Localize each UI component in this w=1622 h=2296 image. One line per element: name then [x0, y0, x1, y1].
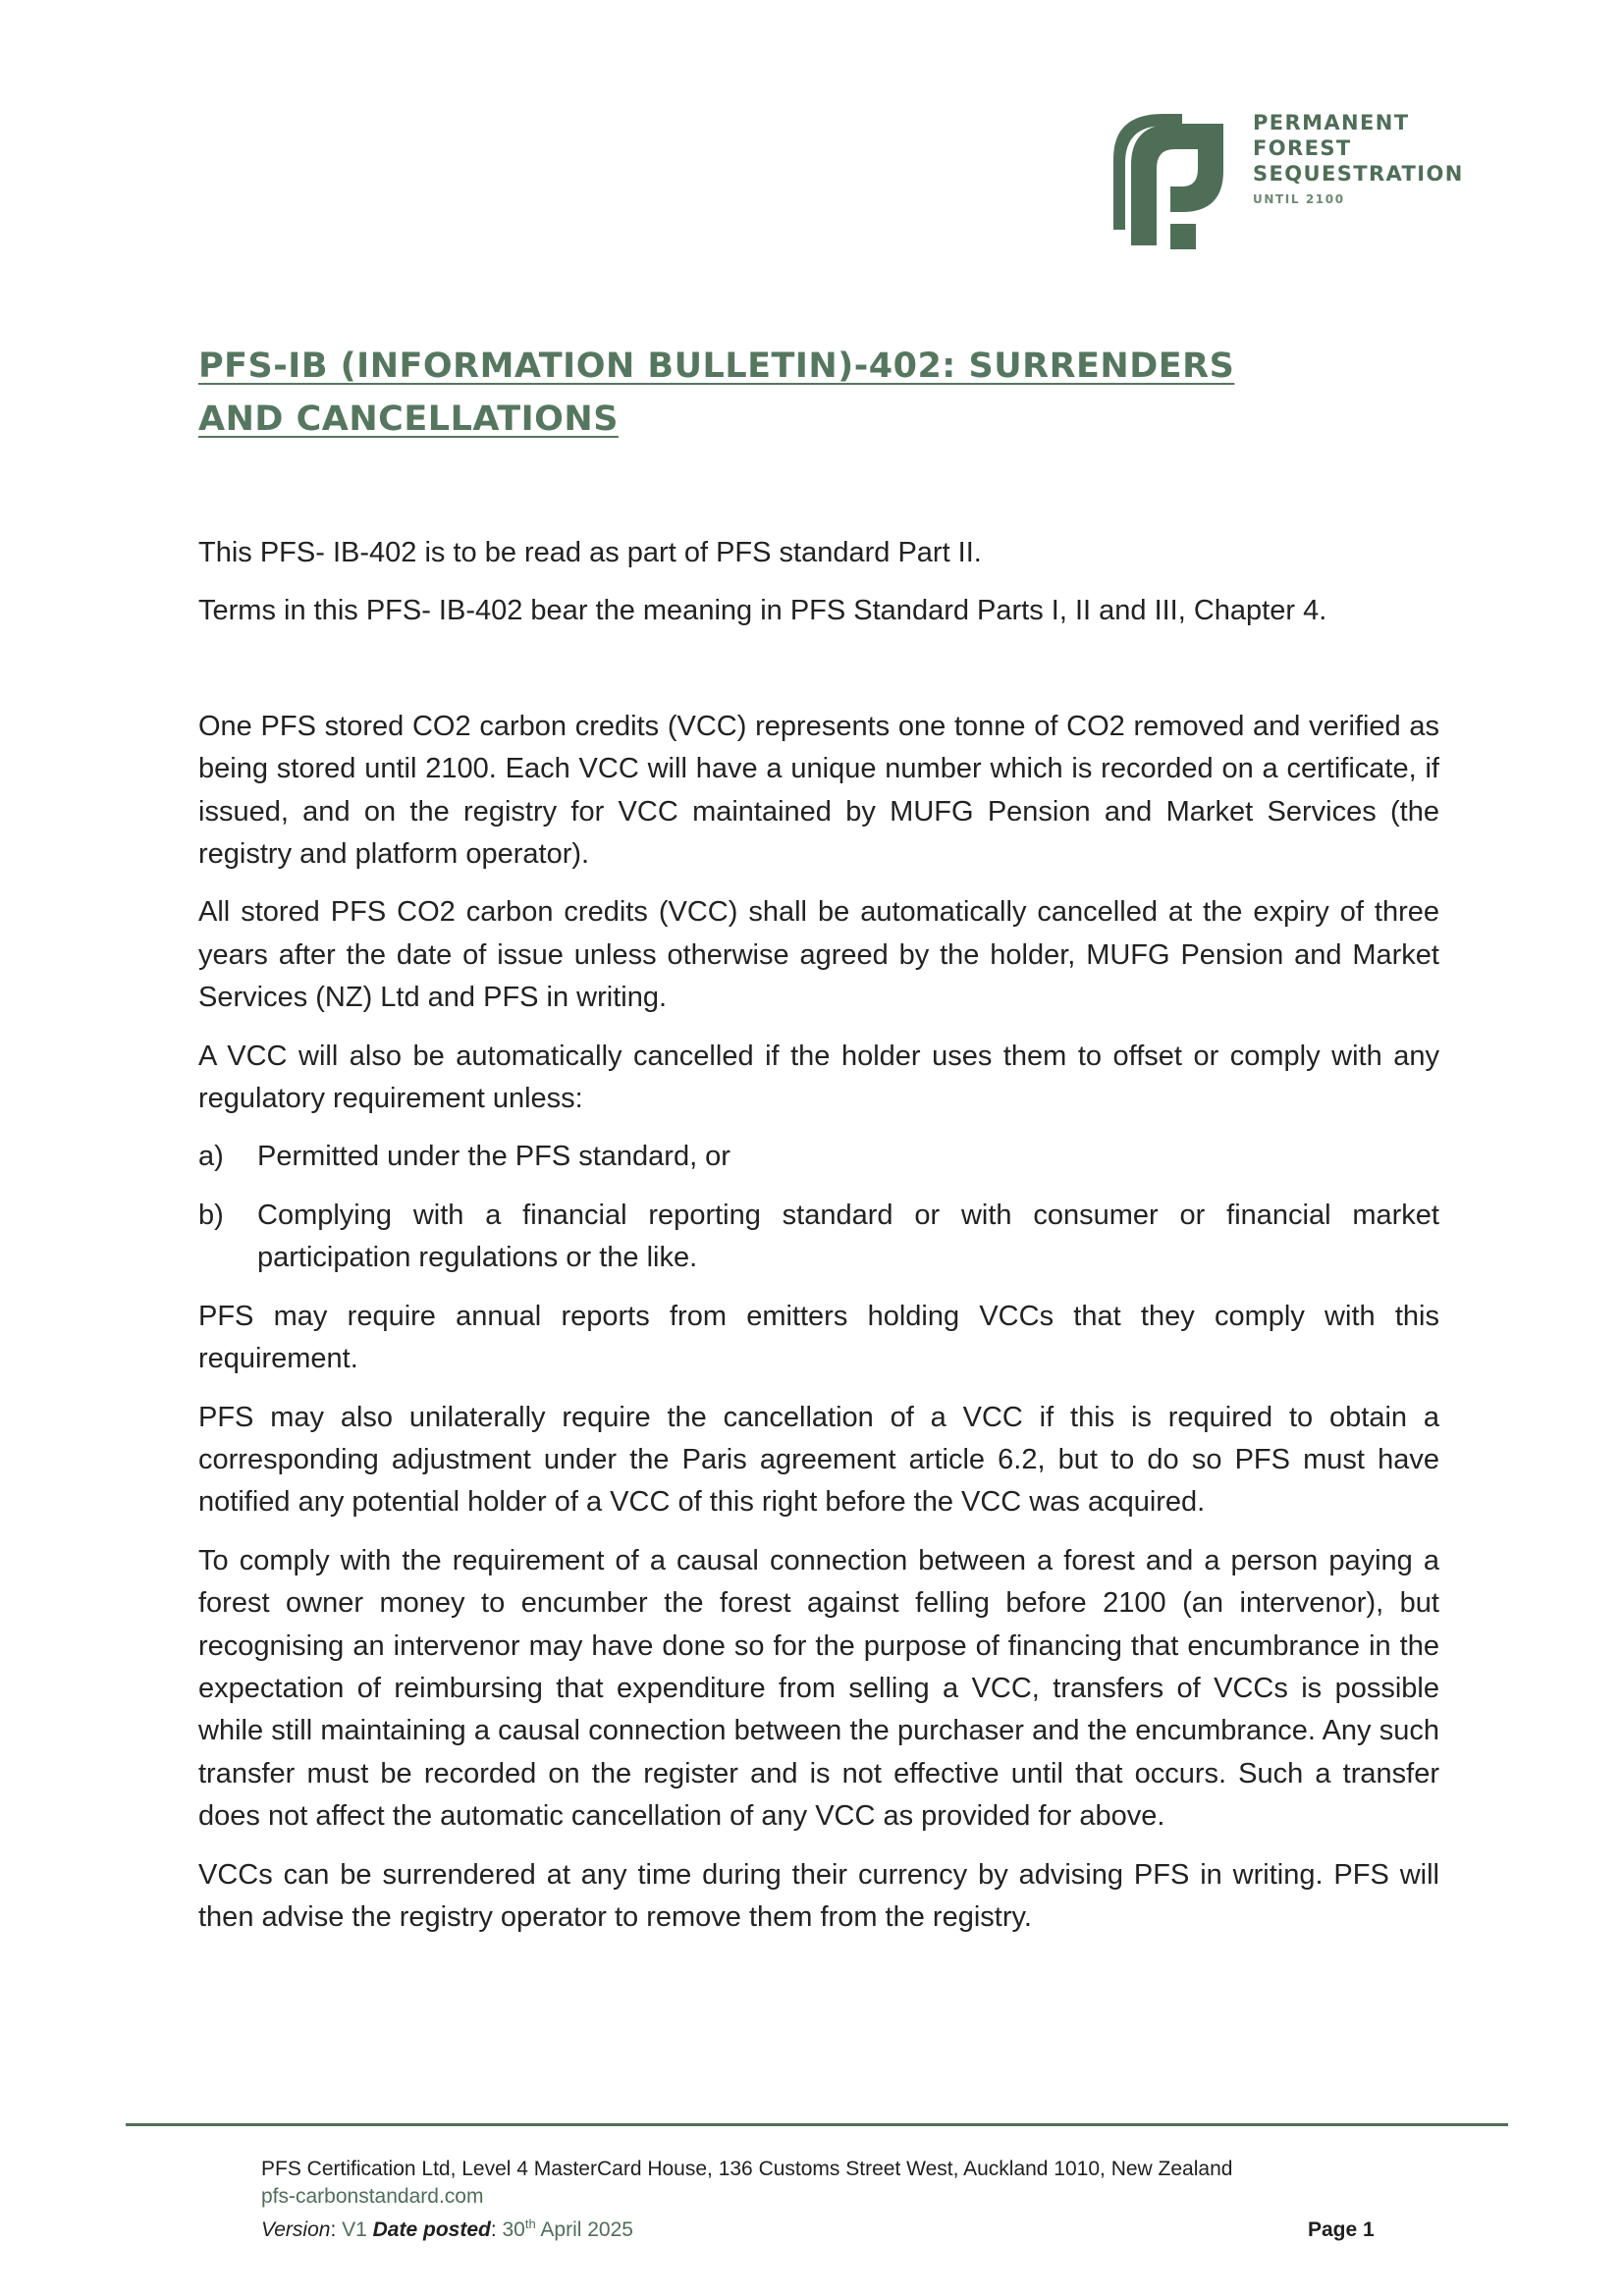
list-item [198, 1136, 1439, 1178]
list-marker: a) [198, 1141, 224, 1173]
logo-line-2: FOREST [1253, 136, 1352, 160]
list-marker: b) [198, 1199, 224, 1231]
logo-wordmark [1253, 110, 1464, 206]
date-rest: April 2025 [540, 2218, 633, 2241]
paragraph-read-as-part: This PFS- IB-402 is to be read as part of PFS standard Part II. [198, 537, 982, 568]
paragraph-offset-cancellation: A VCC will also be automatically cancelled if the holder uses them to offset or comply with any regulatory requirement unless: [198, 1040, 1439, 1115]
list-item [198, 1195, 1439, 1280]
logo-tagline: UNTIL 2100 [1253, 192, 1345, 206]
pfs-logo [1113, 110, 1506, 257]
footer-address: PFS Certification Ltd, Level 4 MasterCard House, 136 Customs Street West, Auckland 1010, New Zealand [261, 2158, 1233, 2180]
page-number: Page 1 [1308, 2218, 1375, 2241]
paragraph-vcc-definition: One PFS stored CO2 carbon credits (VCC) represents one tonne of CO2 removed and verified as being stored until 2100. Each VCC will have a unique number which is recorded on a certificate, if issued, and on the registry for VCC maintained by MUFG Pension and Market Services (the registry and platform operator). [198, 710, 1439, 871]
paragraph-paris-agreement: PFS may also unilaterally require the cancellation of a VCC if this is required to obtain a corresponding adjustment under the Paris agreement article 6.2, but to do so PFS must have notified any potential holder of a VCC of this right before the VCC was acquired. [198, 1401, 1439, 1519]
paragraph-terms: Terms in this PFS- IB-402 bear the meaning in PFS Standard Parts I, II and III, Chapter 4. [198, 595, 1327, 627]
pfs-leaf-mark-icon [1113, 114, 1235, 251]
list-item-text: Complying with a financial reporting standard or with consumer or financial market participation regulations or the like. [257, 1199, 1439, 1274]
page-footer [261, 2156, 1232, 2244]
footer-version-line: Version: V1 Date posted: 30th April 2025 [261, 2216, 633, 2241]
date-label: Date posted [372, 2218, 491, 2241]
document-body [198, 532, 1439, 1954]
date-suffix: th [524, 2216, 536, 2231]
document-title: PFS-IB (INFORMATION BULLETIN)-402: SURRENDERS AND CANCELLATIONS [198, 347, 1235, 439]
version-value: V1 [342, 2218, 367, 2241]
paragraph-automatic-cancellation: All stored PFS CO2 carbon credits (VCC) shall be automatically cancelled at the expiry of three years after the date of issue unless otherwise agreed by the holder, MUFG Pension and Market Services (NZ) Ltd and PFS in writing. [198, 896, 1439, 1014]
paragraph-surrender: VCCs can be surrendered at any time during their currency by advising PFS in writing. PFS will then advise the registry operator to remove them from the registry. [198, 1858, 1439, 1933]
logo-line-1: PERMANENT [1253, 111, 1410, 134]
list-item-text: Permitted under the PFS standard, or [257, 1141, 730, 1173]
version-label: Version [261, 2218, 331, 2241]
footer-website-link[interactable]: pfs-carbonstandard.com [261, 2185, 484, 2208]
footer-divider [126, 2123, 1508, 2126]
paragraph-causal-connection: To comply with the requirement of a causal connection between a forest and a person paying a forest owner money to encumber the forest against felling before 2100 (an intervenor), but recognising an intervenor may have done so for the purpose of financing that encumbrance in the expectation of reimbursing that expenditure from selling a VCC, transfers of VCCs is possible while still maintaining a causal connection between the purchaser and the encumbrance. Any such transfer must be recorded on the register and is not effective until that occurs. Such a transfer does not affect the automatic cancellation of any VCC as provided for above. [198, 1544, 1439, 1833]
logo-line-3: SEQUESTRATION [1253, 162, 1464, 186]
date-day: 30 [502, 2218, 525, 2241]
paragraph-annual-reports: PFS may require annual reports from emitters holding VCCs that they comply with this requirement. [198, 1300, 1439, 1375]
